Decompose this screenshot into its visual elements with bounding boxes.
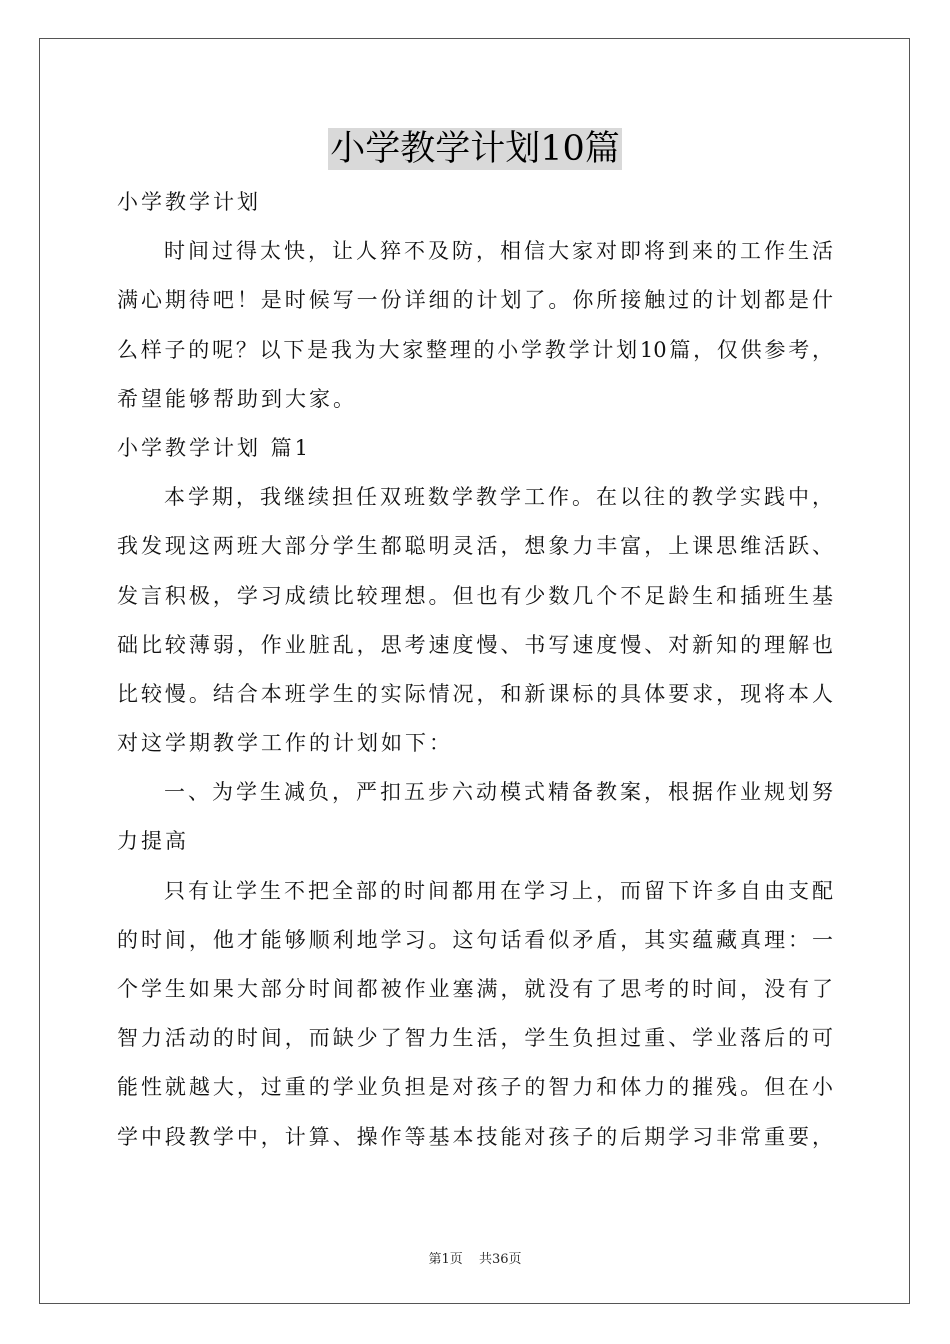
text-line: 的时间，他才能够顺利地学习。这句话看似矛盾，其实蕴藏真理：一 — [117, 927, 833, 952]
text-line: 我发现这两班大部分学生都聪明灵活，想象力丰富，上课思维活跃、 — [117, 534, 833, 559]
text-line: 希望能够帮助到大家。 — [117, 386, 357, 411]
text-line: 小学教学计划 篇1 — [117, 435, 312, 460]
text-line: 小学教学计划 — [117, 190, 261, 214]
text-line: 么样子的呢？以下是我为大家整理的小学教学计划10篇，仅供参考， — [117, 337, 833, 362]
document-body — [117, 178, 833, 1162]
page-number: 第1页 — [428, 1252, 463, 1267]
text-line: 本学期，我继续担任双班数学教学工作。在以往的教学实践中， — [164, 485, 833, 510]
text-line: 时间过得太快，让人猝不及防，相信大家对即将到来的工作生活 — [164, 239, 833, 264]
text-line: 对这学期教学工作的计划如下： — [117, 731, 453, 756]
text-line: 智力活动的时间，而缺少了智力生活，学生负担过重、学业落后的可 — [117, 1026, 833, 1051]
document-title: 小学教学计划10篇 — [330, 129, 620, 169]
text-line: 个学生如果大部分时间都被作业塞满，就没有了思考的时间，没有了 — [117, 977, 833, 1001]
page-footer — [0, 1248, 950, 1267]
text-line: 一、为学生减负，严扣五步六动模式精备教案，根据作业规划努 — [164, 780, 833, 805]
text-line: 满心期待吧！是时候写一份详细的计划了。你所接触过的计划都是什 — [117, 288, 833, 313]
text-line: 础比较薄弱，作业脏乱，思考速度慢、书写速度慢、对新知的理解也 — [117, 632, 833, 657]
text-line: 发言积极，学习成绩比较理想。但也有少数几个不足龄生和插班生基 — [117, 583, 833, 608]
text-line: 只有让学生不把全部的时间都用在学习上，而留下许多自由支配 — [164, 878, 833, 903]
text-line: 力提高 — [117, 829, 189, 854]
title-container — [0, 128, 950, 170]
page-total: 共36页 — [478, 1252, 522, 1267]
text-line: 能性就越大，过重的学业负担是对孩子的智力和体力的摧残。但在小 — [117, 1075, 833, 1100]
text-line: 学中段教学中，计算、操作等基本技能对孩子的后期学习非常重要， — [117, 1124, 833, 1149]
text-line: 比较慢。结合本班学生的实际情况，和新课标的具体要求，现将本人 — [117, 681, 833, 706]
